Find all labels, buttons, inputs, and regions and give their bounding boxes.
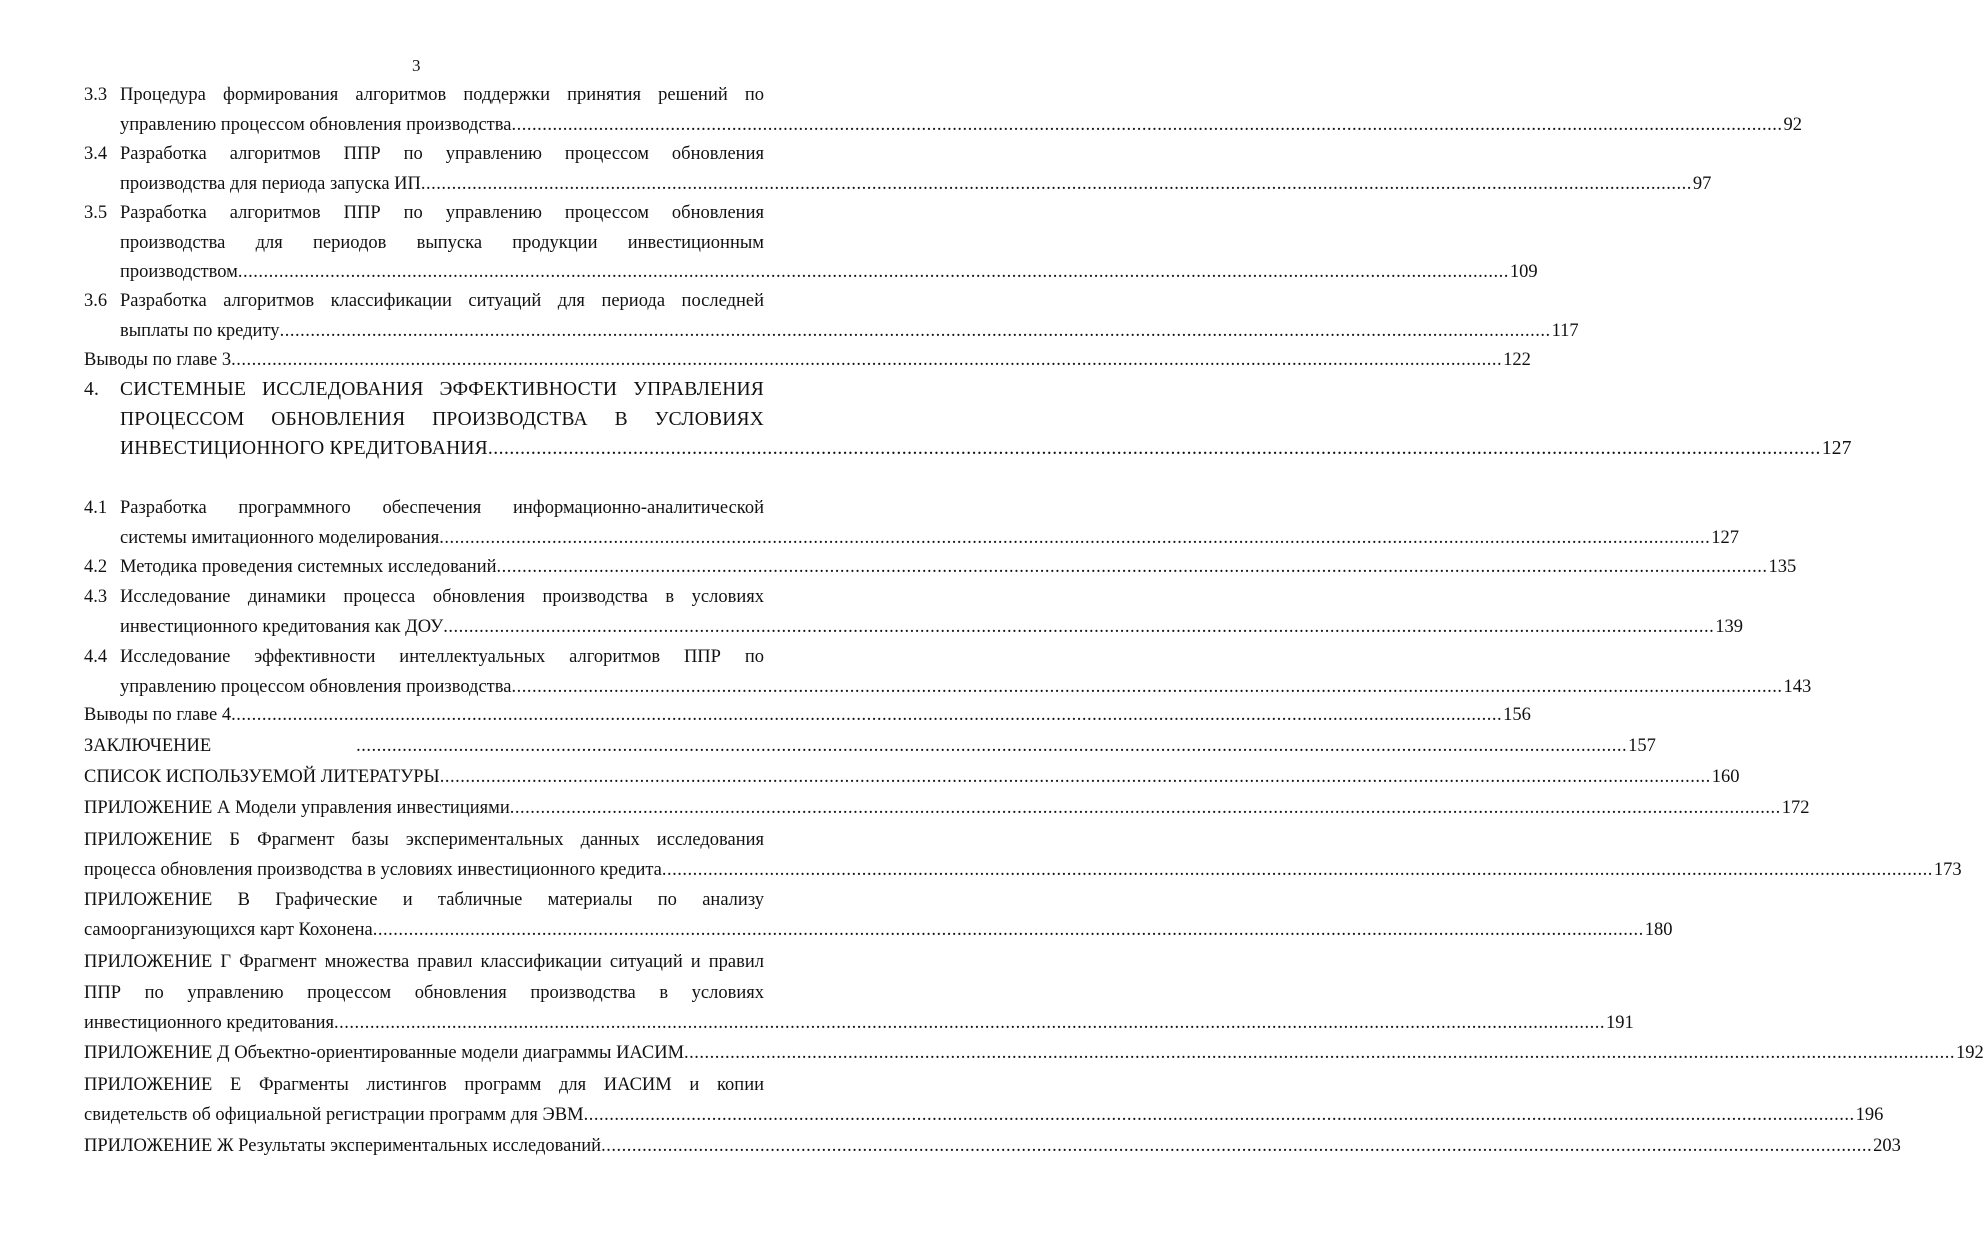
toc-entry-title-line: 4.4 Исследование эффективности интеллектуальных алгоритмов ППР по (120, 644, 764, 670)
toc-entry-last-line (120, 171, 1712, 197)
toc-entry-title-line: производства для периода запуска ИП (120, 173, 421, 194)
toc-page-number: 203 (1873, 1136, 1901, 1156)
toc-entry-title-line: выплаты по кредиту (120, 320, 280, 341)
toc-entry-title-line: 3.6 Разработка алгоритмов классификации ситуаций для периода последней (120, 288, 764, 314)
toc-entry-last-line (84, 917, 1673, 943)
toc-entry-title-line: ПРИЛОЖЕНИЕ Ж Результаты экспериментальных исследований (84, 1136, 602, 1156)
dot-leader: ........................................................................................................................................................................................................................................................ (684, 1043, 1956, 1063)
toc-page-number: 156 (1503, 705, 1531, 725)
toc-page-number: 97 (1692, 173, 1712, 194)
toc-entry-title-line: ПРОЦЕССОМ ОБНОВЛЕНИЯ ПРОИЗВОДСТВА В УСЛОВИЯХ (120, 408, 764, 430)
toc-entry-title-line: управлению процессом обновления производства (120, 676, 512, 697)
toc-entry-number: 4.1 (84, 498, 108, 518)
toc-entry-title-line: ПРИЛОЖЕНИЕ А Модели управления инвестициями (84, 798, 510, 818)
toc-entry-title-line: управлению процессом обновления производства (120, 114, 512, 135)
toc-entry-last-line (84, 764, 1740, 790)
toc-entry-number: 4. (84, 379, 100, 400)
toc-entry-last-line (84, 1102, 1884, 1128)
toc-entry-title-line: 4. СИСТЕМНЫЕ ИССЛЕДОВАНИЯ ЭФФЕКТИВНОСТИ УПРАВЛЕНИЯ (120, 377, 764, 403)
toc-entry-number: 4.4 (84, 647, 108, 667)
dot-leader: ........................................................................................................................................................................................................................................................ (420, 173, 1692, 194)
toc-entry-title-line: системы имитационного моделирования (120, 527, 440, 548)
toc-page-number: 180 (1644, 919, 1673, 940)
toc-entry-last-line (84, 795, 1810, 821)
toc-page-number: 143 (1783, 676, 1812, 697)
toc-entry-number: 3.4 (84, 144, 108, 164)
toc-entry-title-line: ПРИЛОЖЕНИЕ Д Объектно-ориентированные модели диаграммы ИАСИМ (84, 1043, 685, 1063)
toc-entry-title-line: свидетельств об официальной регистрации программ для ЭВМ (84, 1104, 584, 1125)
toc-entry-last-line (84, 1133, 1901, 1159)
toc-page-number: 172 (1781, 798, 1810, 818)
toc-entry-title-line: ПРИЛОЖЕНИЕ Г Фрагмент множества правил классификации ситуаций и правил (84, 952, 764, 972)
toc-entry-title-line: ППР по управлению процессом обновления производства в условиях (84, 982, 764, 1003)
toc-page-number: 173 (1933, 859, 1962, 880)
toc-page-number: 117 (1551, 320, 1579, 341)
toc-entry-number: 3.5 (84, 203, 108, 223)
toc-entry-title-line: Методика проведения системных исследований (120, 557, 497, 577)
dot-leader: ........................................................................................................................................................................................................................................................ (443, 616, 1715, 637)
toc-entry-title-line: процесса обновления производства в условиях инвестиционного кредита (84, 859, 662, 880)
toc-entry-title-line: производства для периодов выпуска продукции инвестиционным (120, 232, 764, 253)
toc-entry-title-line: 3.4 Разработка алгоритмов ППР по управлению процессом обновления (120, 141, 764, 167)
toc-entry-title-line: ПРИЛОЖЕНИЕ В Графические и табличные материалы по анализу (84, 890, 764, 910)
dot-leader: ........................................................................................................................................................................................................................................................ (511, 114, 1783, 135)
dot-leader: ........................................................................................................................................................................................................................................................ (511, 676, 1783, 697)
dot-leader: ........................................................................................................................................................................................................................................................ (372, 919, 1644, 940)
page-number: 3 (412, 56, 421, 75)
toc-entry-last-line (84, 733, 1656, 759)
toc-entry-last-line (84, 1010, 1634, 1036)
toc-entry-number: 3.6 (84, 291, 108, 311)
toc-entry-number: 4.3 (84, 587, 108, 607)
toc-entry-title-line: Выводы по главе 4 (84, 705, 232, 725)
toc-page-number: 109 (1509, 262, 1538, 282)
toc-entry-title-line: СПИСОК ИСПОЛЬЗУЕМОЙ ЛИТЕРАТУРЫ (84, 767, 440, 787)
dot-leader: ........................................................................................................................................................................................................................................................ (334, 1013, 1606, 1033)
dot-leader: ........................................................................................................................................................................................................................................................ (439, 527, 1711, 548)
toc-entry-last-line (84, 554, 1797, 580)
dot-leader: ........................................................................................................................................................................................................................................................ (661, 859, 1933, 880)
toc-page-number: 122 (1503, 350, 1531, 370)
toc-entry-title-line: Выводы по главе 3 (84, 350, 232, 370)
toc-entry-last-line (120, 112, 1802, 138)
toc-page-number: 135 (1768, 557, 1797, 577)
toc-entry-title-line: ЗАКЛЮЧЕНИЕ (84, 736, 212, 756)
dot-leader: ........................................................................................................................................................................................................................................................ (231, 705, 1503, 725)
toc-page-number: 127 (1711, 527, 1739, 548)
toc-entry-last-line (120, 259, 1538, 285)
toc-page-number: 139 (1715, 616, 1743, 637)
toc-entry-last-line (84, 1040, 1984, 1066)
toc-entry-last-line (84, 702, 1531, 728)
dot-leader: ........................................................................................................................................................................................................................................................ (583, 1104, 1855, 1125)
toc-entry-title-line: 4.1 Разработка программного обеспечения информационно-аналитической (120, 495, 764, 521)
toc-entry-title-line: 4.3 Исследование динамики процесса обновления производства в условиях (120, 584, 764, 610)
toc-entry-title-line: ПРИЛОЖЕНИЕ Е Фрагменты листингов программ для ИАСИМ и копии (84, 1075, 764, 1095)
dot-leader: ........................................................................................................................................................................................................................................................ (487, 438, 1821, 459)
toc-entry-last-line (120, 674, 1812, 700)
toc-entry-title-line: 3.5 Разработка алгоритмов ППР по управлению процессом обновления (120, 200, 764, 226)
toc-entry-last-line (120, 525, 1739, 551)
dot-leader: ........................................................................................................................................................................................................................................................ (496, 557, 1768, 577)
toc-page-number: 196 (1855, 1104, 1884, 1125)
toc-entry-last-line (120, 318, 1579, 344)
dot-leader: ........................................................................................................................................................................................................................................................ (439, 767, 1711, 787)
toc-entry-title-line: 3.3 Процедура формирования алгоритмов поддержки принятия решений по (120, 82, 764, 108)
toc-page-number: 191 (1606, 1013, 1634, 1033)
dot-leader: ........................................................................................................................................................................................................................................................ (509, 798, 1781, 818)
toc-entry-number: 3.3 (84, 85, 108, 105)
dot-leader: ........................................................................................................................................................................................................................................................ (601, 1136, 1873, 1156)
toc-page-number: 192 (1956, 1043, 1984, 1063)
toc-entry-last-line (120, 436, 1852, 462)
toc-entry-title-line: ИНВЕСТИЦИОННОГО КРЕДИТОВАНИЯ (120, 438, 488, 459)
toc-page-number: 160 (1711, 767, 1740, 787)
dot-leader: ........................................................................................................................................................................................................................................................ (231, 350, 1503, 370)
dot-leader: ........................................................................................................................................................................................................................................................ (279, 320, 1551, 341)
toc-page-number: 92 (1783, 114, 1802, 135)
toc-page-number: 157 (1628, 736, 1656, 756)
toc-entry-title-line: самоорганизующихся карт Кохонена (84, 919, 373, 940)
toc-entry-last-line (84, 857, 1962, 883)
toc-page-number: 127 (1821, 438, 1852, 459)
toc-entry-last-line (84, 347, 1531, 373)
toc-entry-last-line (120, 614, 1743, 640)
dot-leader: ........................................................................................................................................................................................................................................................ (237, 262, 1509, 282)
toc-entry-number: 4.2 (84, 557, 108, 577)
toc-entry-title-line: инвестиционного кредитования (84, 1013, 335, 1033)
dot-leader: ........................................................................................................................................................................................................................................................ (356, 736, 1628, 756)
toc-entry-title-line: ПРИЛОЖЕНИЕ Б Фрагмент базы экспериментальных данных исследования (84, 830, 764, 850)
toc-entry-title-line: производством (120, 262, 238, 282)
toc-entry-title-line: инвестиционного кредитования как ДОУ (120, 616, 444, 637)
